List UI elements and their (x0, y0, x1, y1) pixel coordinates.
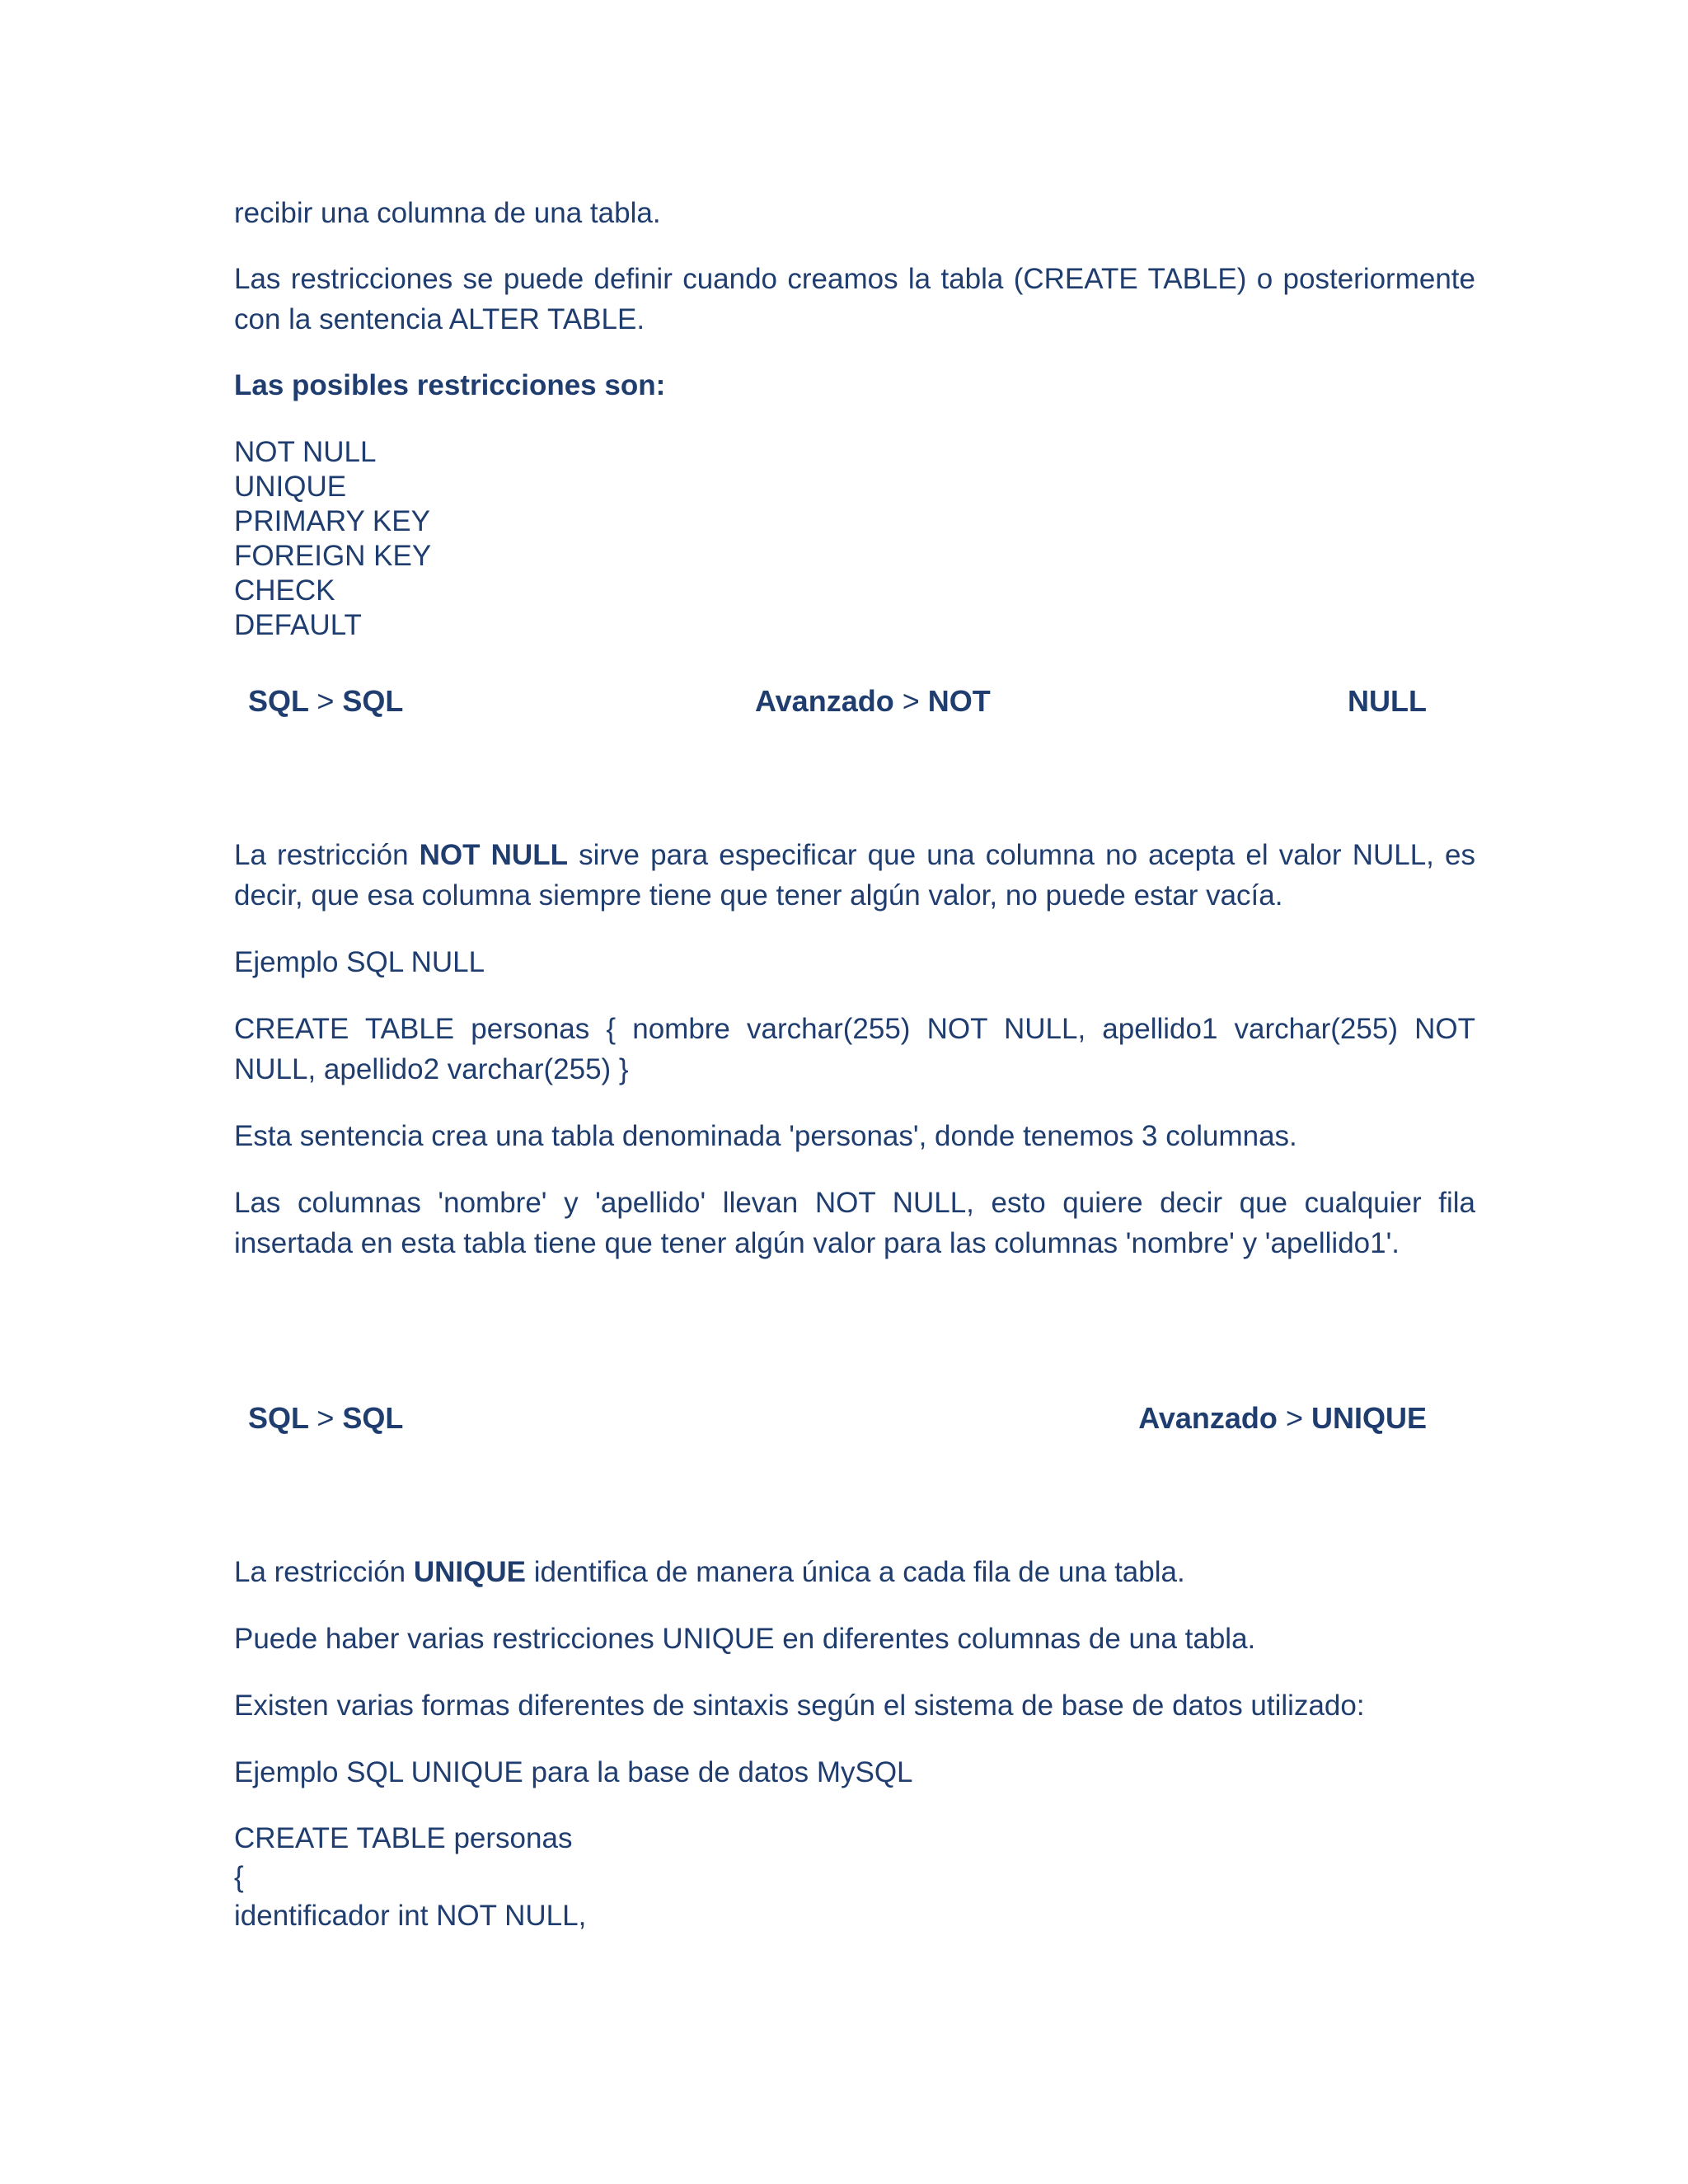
breadcrumb-separator: > (902, 684, 920, 718)
list-item: FOREIGN KEY (234, 540, 432, 572)
unique-multiple-note: Puede haber varias restricciones UNIQUE en diferentes columnas de una tabla. (234, 1623, 1256, 1655)
code-line: CREATE TABLE personas (234, 1822, 573, 1854)
unique-syntax-note: Existen varias formas diferentes de sintaxis según el sistema de base de datos utilizado: (234, 1690, 1365, 1722)
list-item: PRIMARY KEY (234, 505, 430, 537)
unique-example-title: Ejemplo SQL UNIQUE para la base de datos MySQL (234, 1756, 913, 1788)
intro-line: recibir una columna de una tabla. (234, 197, 661, 229)
description-text: La restricción (234, 1556, 414, 1588)
description-text: identifica de manera única a cada fila de una tabla. (526, 1556, 1185, 1588)
breadcrumb-link[interactable]: NULL (1348, 684, 1427, 718)
unique-example-code (234, 1819, 1475, 1935)
not-null-description (234, 835, 1475, 916)
keyword-unique: UNIQUE (413, 1556, 526, 1588)
breadcrumb-link[interactable]: Avanzado (755, 684, 894, 718)
code-line: identificador int NOT NULL, (234, 1900, 587, 1932)
constraints-list (234, 435, 1475, 643)
description-text: sirve para especificar que una columna no acepta el valor NULL, es decir, que esa columna siempre tiene que tener algún valor, no puede estar vacía. (234, 839, 1475, 912)
breadcrumb-link[interactable]: SQL (248, 684, 309, 718)
not-null-example-title: Ejemplo SQL NULL (234, 946, 485, 978)
constraints-list-heading: Las posibles restricciones son: (234, 369, 666, 401)
breadcrumb-separator: > (316, 1401, 335, 1435)
list-item: DEFAULT (234, 609, 362, 641)
breadcrumb-link[interactable]: Avanzado (1138, 1401, 1278, 1435)
not-null-example-code: CREATE TABLE personas { nombre varchar(255) NOT NULL, apellido1 varchar(255) NOT NULL, apellido2 varchar(255) } (234, 1013, 1475, 1085)
breadcrumb-separator: > (316, 684, 335, 718)
breadcrumb-link[interactable]: SQL (342, 684, 404, 718)
breadcrumb-link[interactable]: SQL (342, 1401, 404, 1435)
constraints-definition-paragraph: Las restricciones se puede definir cuando creamos la tabla (CREATE TABLE) o posteriormente con la sentencia ALTER TABLE. (234, 263, 1475, 335)
breadcrumb-separator: > (1285, 1401, 1303, 1435)
breadcrumb-link[interactable]: SQL (248, 1401, 309, 1435)
breadcrumb-link[interactable]: UNIQUE (1311, 1401, 1427, 1435)
unique-description (234, 1552, 1475, 1592)
breadcrumb-link[interactable]: NOT (927, 684, 991, 718)
list-item: UNIQUE (234, 471, 347, 503)
not-null-explanation: Esta sentencia crea una tabla denominada 'personas', donde tenemos 3 columnas. (234, 1120, 1297, 1152)
not-null-columns-explanation: Las columnas 'nombre' y 'apellido' llevan NOT NULL, esto quiere decir que cualquier fila insertada en esta tabla tiene que tener algún valor para las columnas 'nombre' y 'apellido1'. (234, 1187, 1475, 1259)
list-item: NOT NULL (234, 436, 377, 468)
list-item: CHECK (234, 574, 335, 607)
code-line: { (234, 1861, 244, 1893)
description-text: La restricción (234, 839, 420, 871)
keyword-not-null: NOT NULL (419, 839, 568, 871)
